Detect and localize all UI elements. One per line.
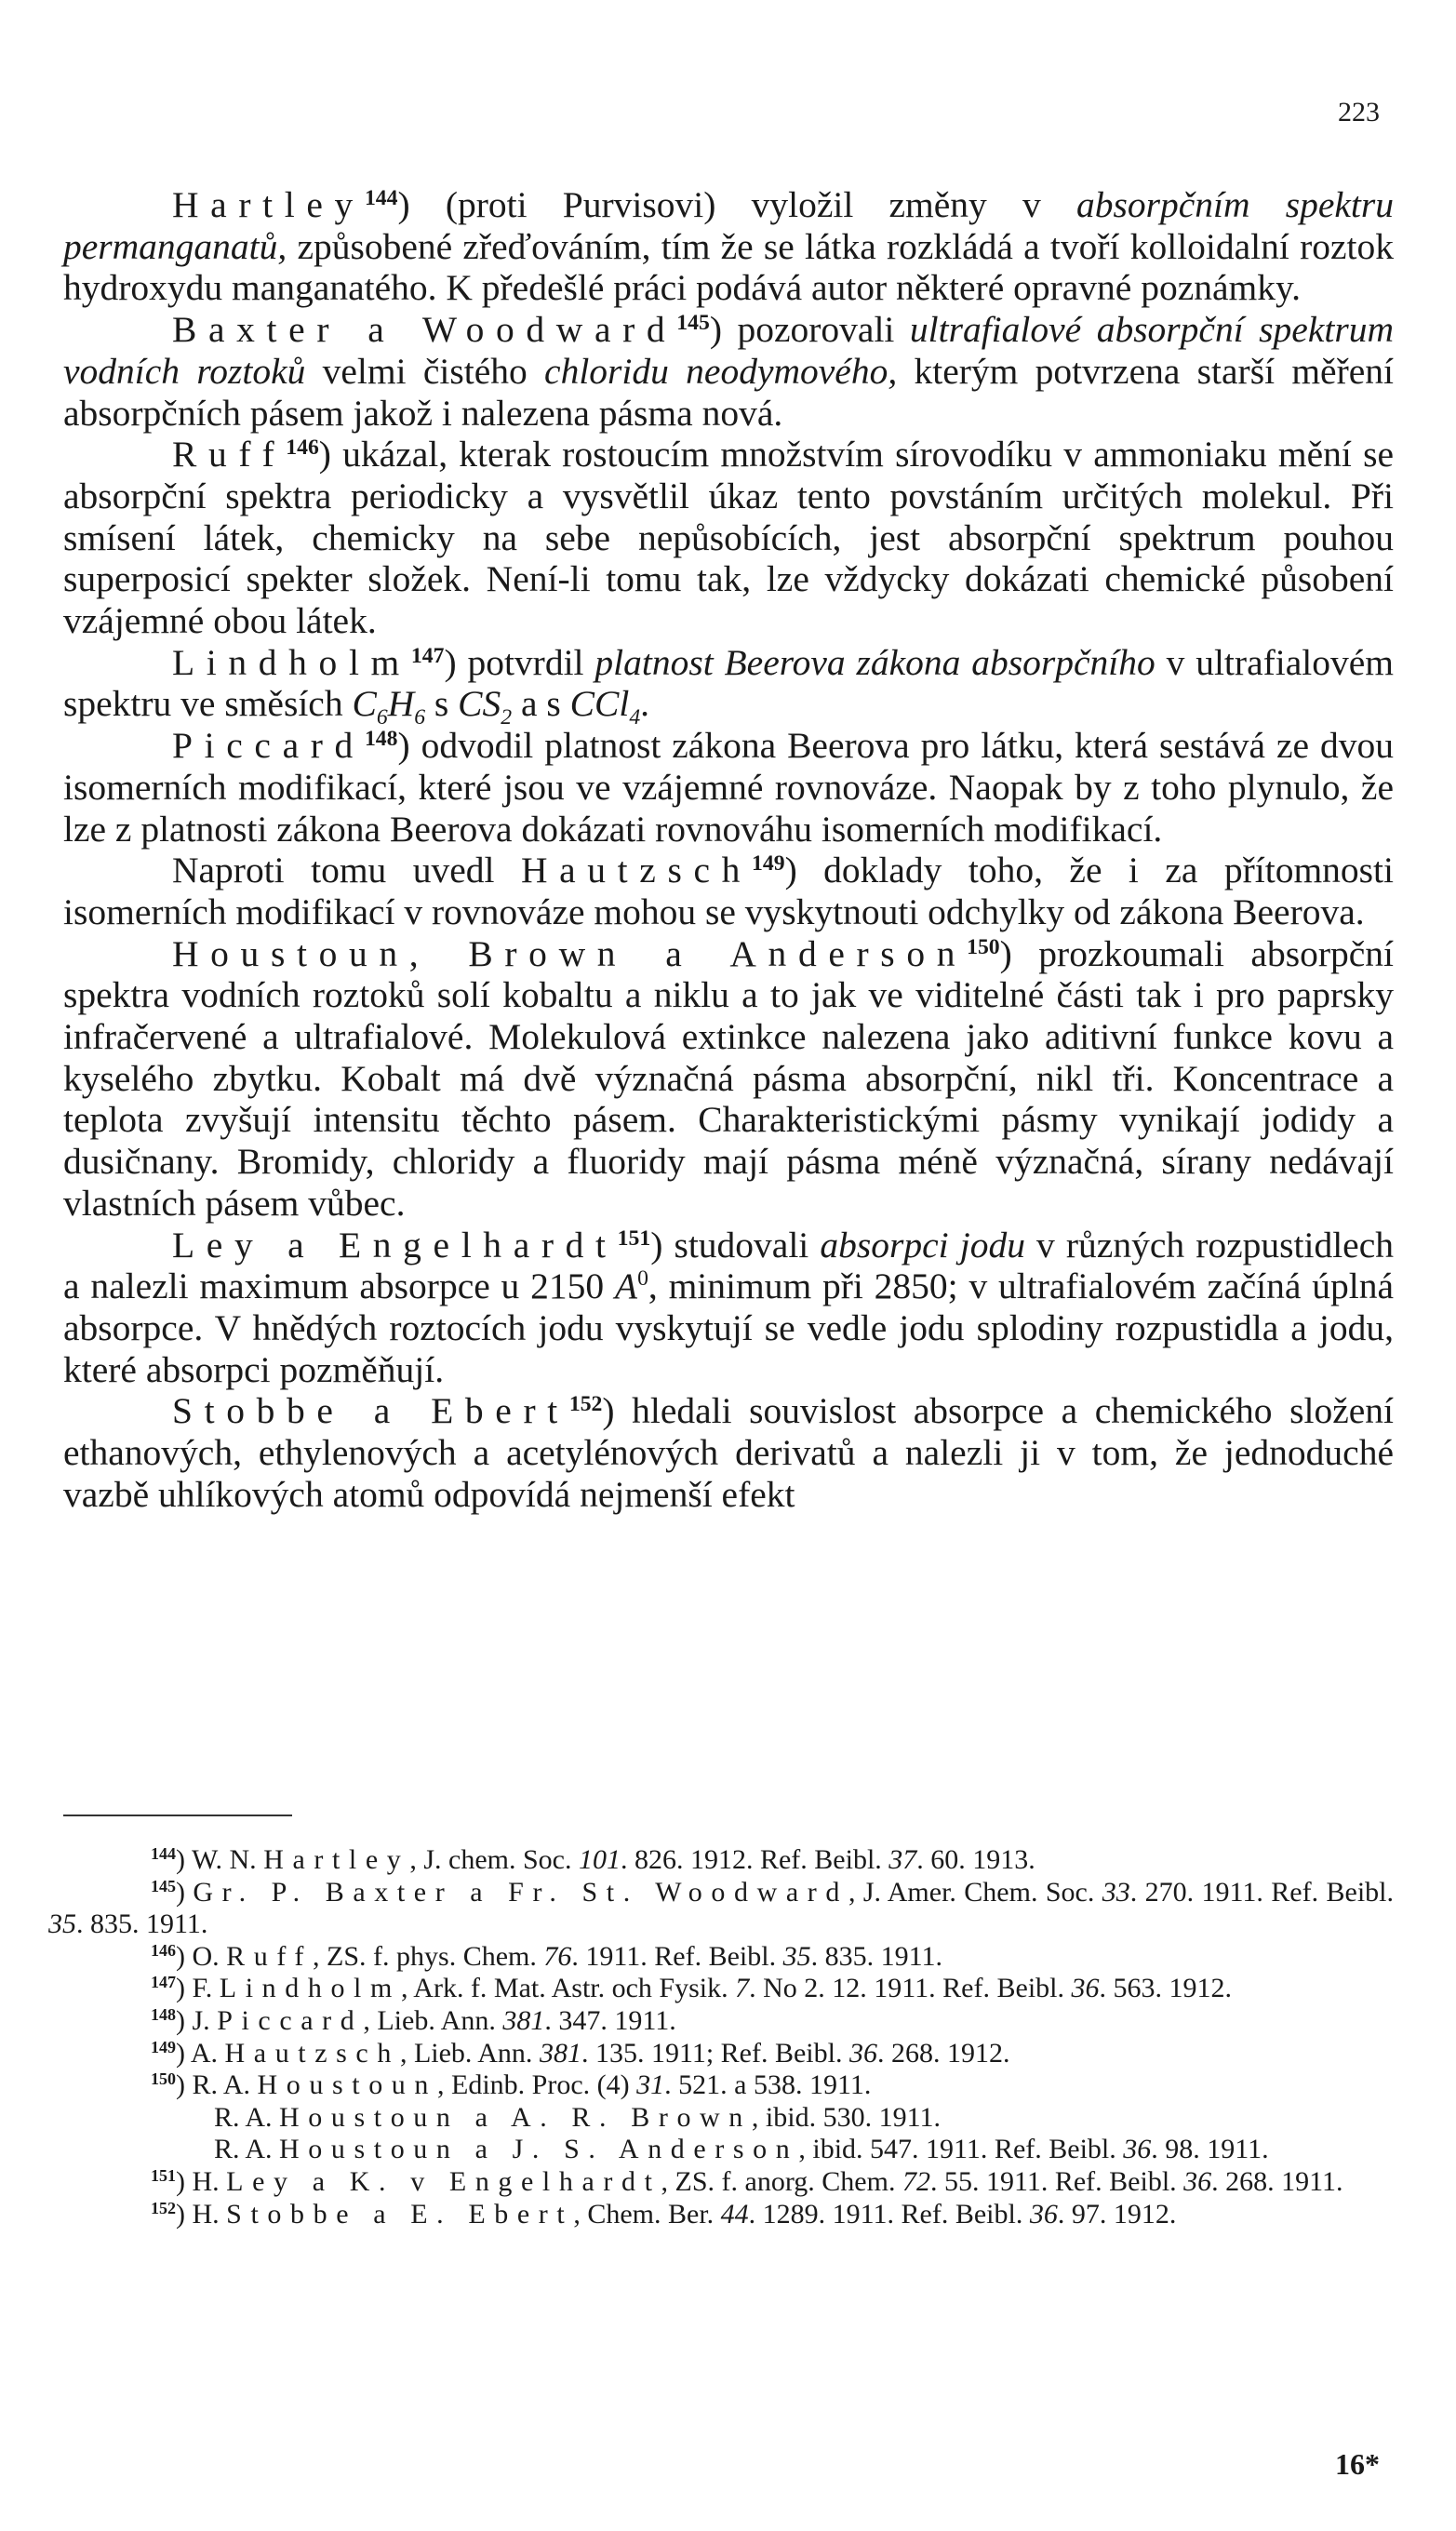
footnote-149: $^{149}$) A. Hautzsch, Lieb. Ann. 381. 135. 1911; Ref. Beibl. 36. 268. 1912. xyxy=(151,2037,1010,2069)
footnote-ref[interactable]: 152 xyxy=(568,1392,603,1417)
paragraph-baxter-woodward: Baxter a Woodward$^{145}$) pozorovali ultrafialové absorpční spektrum vodních roztoků velmi čistého chloridu neodymového, kterým potvrzena starší měření absorpčních pásem jakož i nalezena pásma nová. xyxy=(63,309,1394,434)
footnote-ref[interactable]: 150 xyxy=(967,934,1000,959)
footnote-ref[interactable]: 144 xyxy=(364,185,398,210)
author-name: Houstoun, Brown a Anderson xyxy=(172,932,968,974)
author-name: Hautzsch xyxy=(520,850,753,891)
paragraph-houstoun: Houstoun, Brown a Anderson$^{150}$) prozkoumali absorpční spektra vodních roztoků solí kobaltu a niklu a to jak ve viditelné části tak i pro paprsky infračervené a ultrafialové. Molekulová extinkce nalezena jako aditivní funkce kovu a kyselého zbytku. Kobalt má dvě význačná pásma absorpční, nikl tři. Koncentrace a teplota zvyšují intensitu těchto pásem. Charakteristickými pásmy vynikají jodidy a dusičnany. Bromidy, chloridy a fluoridy mají pásma méně význačná, sírany nedávají vlastních pásem vůbec. xyxy=(63,932,1394,1224)
footnote-ref[interactable]: 148 xyxy=(364,727,398,752)
footnote-151: $^{151}$) H. Ley a K. v Engelhardt, ZS. f. anorg. Chem. 72. 55. 1911. Ref. Beibl. 36. 268. 1911. xyxy=(151,2165,1343,2197)
footnote-ref[interactable]: 151 xyxy=(617,1225,651,1251)
footnote-150-continued: R. A. Houstoun a J. S. Anderson, ibid. 547. 1911. Ref. Beibl. 36. 98. 1911. xyxy=(214,2134,1269,2165)
author-name: Ley a Engelhardt xyxy=(172,1224,618,1266)
footnote-ref[interactable]: 147 xyxy=(410,643,445,668)
footnote-150-continued: R. A. Houstoun a A. R. Brown, ibid. 530. 1911. xyxy=(214,2101,941,2133)
paragraph-ley-engelhardt: Ley a Engelhardt$^{151}$) studovali absorpci jodu v různých rozpustidlech a nalezli maximum absorpce u 2150 $A^0$, minimum při 2850; v ultrafialovém začíná úplná absorpce. V hnědých roztocích jodu vyskytují se vedle jodu splodiny rozpustidla a jodu, které absorpci pozměňují. xyxy=(63,1224,1395,1390)
author-name: Ruff xyxy=(172,434,287,475)
footnote-150: $^{150}$) R. A. Houstoun, Edinb. Proc. (4) 31. 521. a 538. 1911. xyxy=(151,2069,872,2101)
footnote-divider xyxy=(63,1815,292,1816)
author-name: Lindholm xyxy=(172,641,411,683)
footnote-147: $^{147}$) F. Lindholm, Ark. f. Mat. Astr. och Fysik. 7. No 2. 12. 1911. Ref. Beibl. 36. 563. 1912. xyxy=(151,1973,1232,2004)
paragraph-hartley: Hartley$^{144}$) (proti Purvisovi) vyložil změny v absorpčním spektru permanganatů, způsobené zřeďováním, tím že se látka rozkládá a tvoří kolloidalní roztok hydroxydu manganatého. K předešlé práci podává autor některé opravné poznámky. xyxy=(63,184,1395,309)
author-name: Baxter a Woodward xyxy=(172,309,677,351)
angstrom-unit: A xyxy=(614,1266,638,1307)
signature-mark: 16* xyxy=(1335,2447,1380,2481)
italic-term: ultrafialové absorpční spektrum vodních roztoků xyxy=(63,309,1394,392)
paragraph-piccard: Piccard$^{148}$) odvodil platnost zákona Beerova pro látku, která sestává ze dvou isomerních modifikací, které jsou ve vzájemné rovnováze. Naopak by z toho plynulo, že lze z platnosti zákona Beerova dokázati rovnováhu isomerních modifikací. xyxy=(63,725,1394,850)
footnote-146: $^{146}$) O. Ruff, ZS. f. phys. Chem. 76. 1911. Ref. Beibl. 35. 835. 1911. xyxy=(151,1940,942,1972)
footnote-152: $^{152}$) H. Stobbe a E. Ebert, Chem. Ber. 44. 1289. 1911. Ref. Beibl. 36. 97. 1912. xyxy=(151,2198,1177,2230)
footnote-ref[interactable]: 145 xyxy=(676,311,710,336)
footnote-ref[interactable]: 149 xyxy=(752,851,785,877)
paragraph-ruff: Ruff$^{146}$) ukázal, kterak rostoucím množstvím sírovodíku v ammoniaku mění se absorpční spektra periodicky a vysvětlil úkaz tento povstáním určitých molekul. Při smísení látek, chemicky na sebe nepůsobících, jest absorpční spektrum pouhou superposicí spekter složek. Není-li tomu tak, lze vždycky dokázati chemické působení vzájemné obou látek. xyxy=(63,434,1394,642)
paragraph-stobbe-ebert: Stobbe a Ebert$^{152}$) hledali souvislost absorpce a chemického složení ethanových, ethylenových a acetylénových derivatů a nalezli ji v tom, že jednoduché vazbě uhlíkových atomů odpovídá nejmenší efekt xyxy=(63,1390,1394,1515)
paragraph-hautzsch: Naproti tomu uvedl Hautzsch$^{149}$) doklady toho, že i za přítomnosti isomerních modifikací v rovnováze mohou se vyskytnouti odchylky od zákona Beerova. xyxy=(63,850,1394,932)
degree-mark: 0 xyxy=(637,1266,648,1292)
italic-term: absorpci jodu xyxy=(820,1224,1025,1266)
chemical-formula: $C_6H_6$ xyxy=(352,683,426,730)
paragraph-lindholm: Lindholm$^{147}$) potvrdil platnost Beerova zákona absorpčního v ultrafialovém spektru ve směsích $C_6H_6$ s $CS_2$ a s CCl$_4$. xyxy=(63,641,1394,730)
author-name: Hartley xyxy=(172,184,365,225)
author-name: Stobbe a Ebert xyxy=(172,1390,569,1432)
footnote-144: $^{144}$) W. N. Hartley, J. chem. Soc. 101. 826. 1912. Ref. Beibl. 37. 60. 1913. xyxy=(151,1844,1035,1875)
body-text xyxy=(63,184,1394,1516)
footnote-145: $^{145}$) Gr. P. Baxter a Fr. St. Woodward, J. Amer. Chem. Soc. 33. 270. 1911. Ref. Beibl. 35. 835. 1911. xyxy=(48,1876,1394,1940)
italic-term: chloridu neodymového, xyxy=(544,350,898,392)
page-number: 223 xyxy=(1338,97,1380,127)
italic-term: absorpčním spektru permanganatů, xyxy=(63,184,1395,267)
footnote-148: $^{148}$) J. Piccard, Lieb. Ann. 381. 347. 1911. xyxy=(151,2004,676,2036)
chemical-formula: CCl$_4$ xyxy=(569,683,641,730)
chemical-formula: $CS_2$ xyxy=(458,683,513,730)
footnotes xyxy=(48,1844,1394,2230)
italic-term: platnost Beerova zákona absorpčního xyxy=(594,641,1155,683)
author-name: Piccard xyxy=(172,725,365,767)
footnote-ref[interactable]: 146 xyxy=(286,435,319,461)
